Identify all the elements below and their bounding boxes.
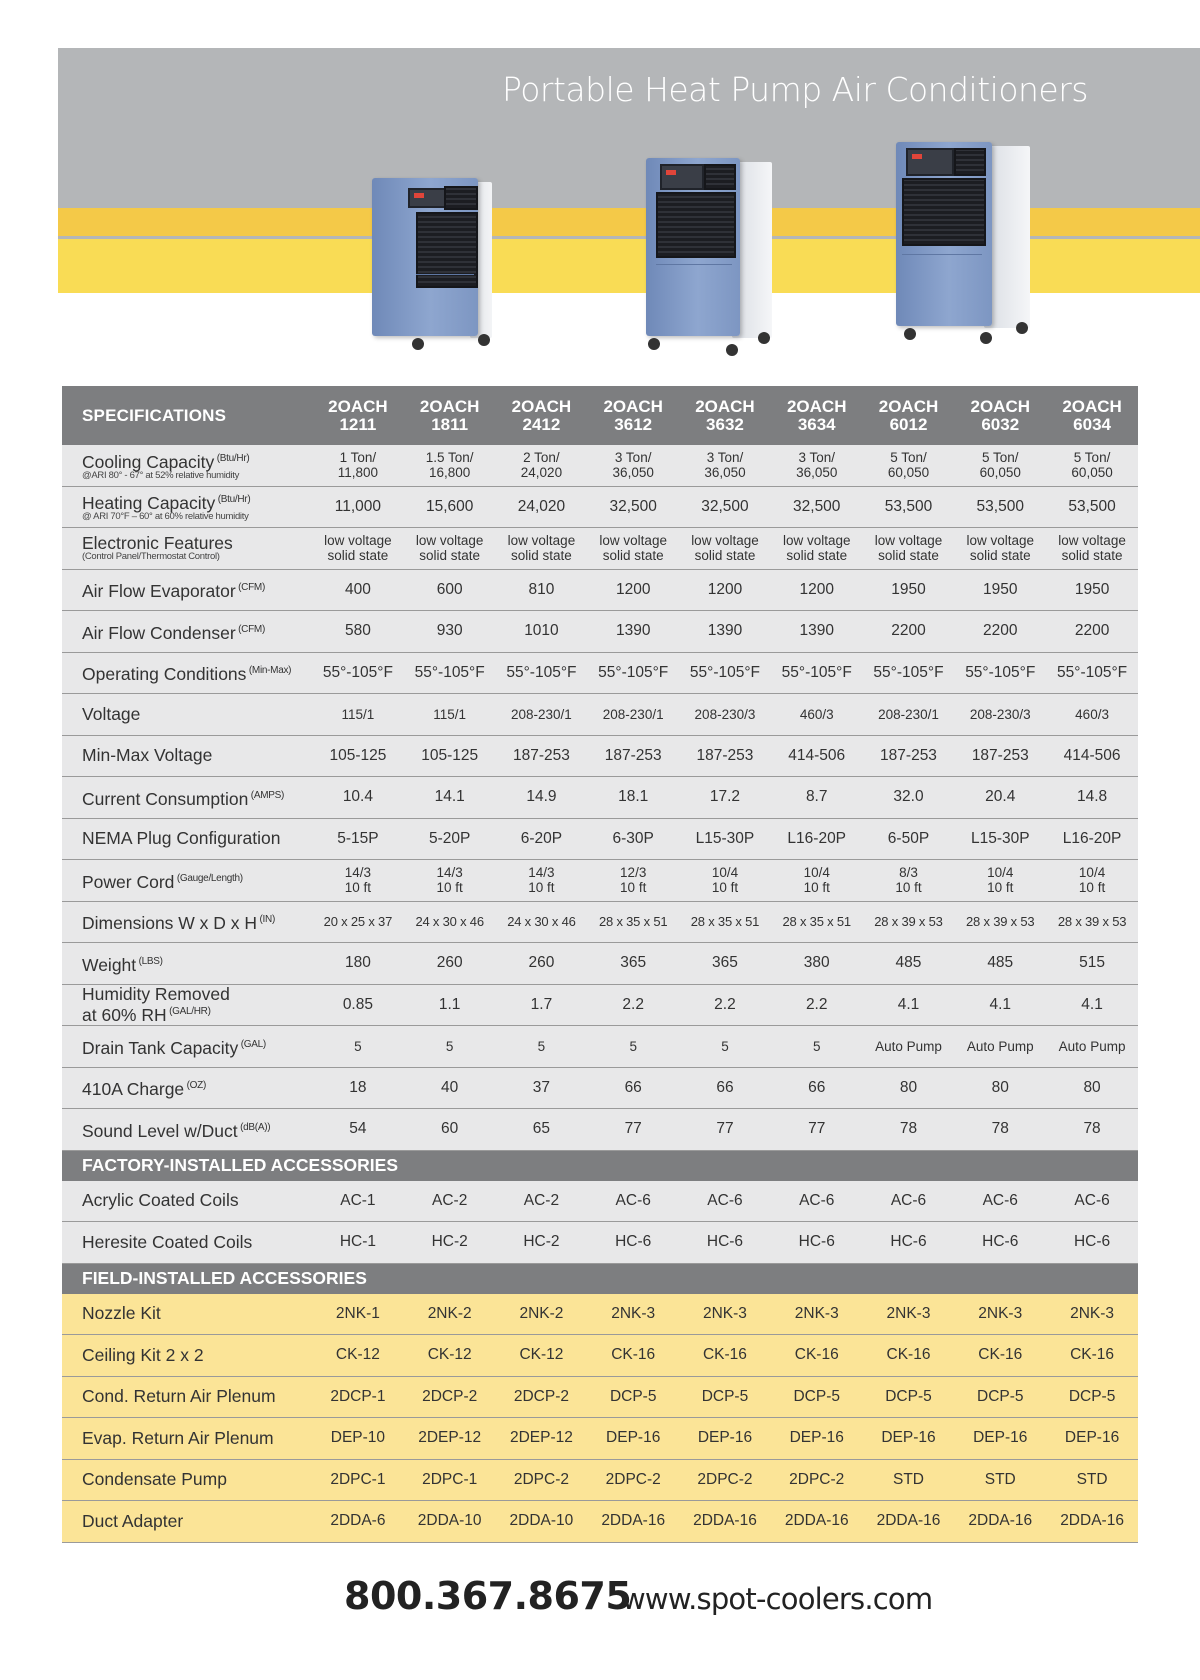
table-cell: 14/3 10 ft [404, 860, 496, 902]
table-cell: 20.4 [954, 777, 1046, 819]
table-cell: 187-253 [587, 735, 679, 777]
table-cell: AC-6 [587, 1181, 679, 1222]
row-label: Min-Max Voltage [62, 735, 312, 777]
table-cell: 260 [496, 943, 588, 985]
table-cell: HC-6 [587, 1222, 679, 1264]
table-cell: 66 [771, 1067, 863, 1109]
table-cell: 2DDA-16 [1046, 1501, 1138, 1543]
table-cell: low voltage solid state [312, 528, 404, 570]
table-cell: 187-253 [954, 735, 1046, 777]
table-cell: 17.2 [679, 777, 771, 819]
table-cell: 5 Ton/ 60,050 [1046, 445, 1138, 486]
table-cell: L15-30P [954, 818, 1046, 860]
table-cell: 2DDA-16 [771, 1501, 863, 1543]
table-cell: low voltage solid state [496, 528, 588, 570]
table-cell: 105-125 [312, 735, 404, 777]
table-cell: 55°-105°F [863, 652, 955, 694]
table-cell: 2DDA-16 [954, 1501, 1046, 1543]
table-cell: 55°-105°F [312, 652, 404, 694]
row-label: Dimensions W x D x H $^{(IN)}$ [62, 901, 312, 943]
table-cell: 28 x 35 x 51 [679, 901, 771, 943]
table-cell: 28 x 35 x 51 [587, 901, 679, 943]
table-cell: DCP-5 [587, 1376, 679, 1418]
row-label: Air Flow Condenser $^{(CFM)}$ [62, 611, 312, 653]
table-cell: 10/4 10 ft [954, 860, 1046, 902]
table-cell: 14.1 [404, 777, 496, 819]
table-cell: CK-12 [404, 1335, 496, 1377]
table-cell: Auto Pump [954, 1026, 1046, 1068]
table-cell: HC-6 [1046, 1222, 1138, 1264]
table-row [62, 1109, 1138, 1151]
table-cell: AC-2 [404, 1181, 496, 1222]
table-row [62, 694, 1138, 736]
table-row [62, 1335, 1138, 1377]
table-cell: 2DEP-12 [496, 1418, 588, 1460]
table-cell: 4.1 [863, 984, 955, 1026]
table-row [62, 1418, 1138, 1460]
table-cell: 208-230/1 [496, 694, 588, 736]
table-cell: 2DPC-2 [771, 1459, 863, 1501]
table-cell: 28 x 35 x 51 [771, 901, 863, 943]
table-cell: 10.4 [312, 777, 404, 819]
table-cell: CK-12 [312, 1335, 404, 1377]
table-cell: low voltage solid state [679, 528, 771, 570]
table-cell: 2NK-3 [587, 1294, 679, 1335]
table-cell: DEP-16 [679, 1418, 771, 1460]
table-cell: 2DPC-1 [312, 1459, 404, 1501]
table-cell: STD [1046, 1459, 1138, 1501]
table-cell: 2NK-3 [954, 1294, 1046, 1335]
table-cell: DCP-5 [954, 1376, 1046, 1418]
table-row [62, 1294, 1138, 1335]
table-cell: 6-50P [863, 818, 955, 860]
table-cell: HC-6 [679, 1222, 771, 1264]
row-label: Electronic Features (Control Panel/Thermostat Control) [62, 528, 312, 570]
table-cell: 55°-105°F [496, 652, 588, 694]
table-cell: 1.1 [404, 984, 496, 1026]
table-cell: low voltage solid state [771, 528, 863, 570]
table-cell: 3 Ton/ 36,050 [587, 445, 679, 486]
table-row [62, 943, 1138, 985]
row-label: Ceiling Kit 2 x 2 [62, 1335, 312, 1377]
portable-ac-unit-large-image [896, 142, 1036, 350]
table-cell: HC-6 [771, 1222, 863, 1264]
table-cell: 4.1 [1046, 984, 1138, 1026]
model-header: 2OACH 6034 [1046, 386, 1138, 445]
table-cell: 28 x 39 x 53 [863, 901, 955, 943]
row-label: Heresite Coated Coils [62, 1222, 312, 1264]
table-cell: 10/4 10 ft [679, 860, 771, 902]
table-cell: 5 [771, 1026, 863, 1068]
table-cell: 180 [312, 943, 404, 985]
table-cell: 208-230/3 [954, 694, 1046, 736]
table-cell: 208-230/1 [863, 694, 955, 736]
table-cell: 55°-105°F [954, 652, 1046, 694]
table-cell: 14/3 10 ft [312, 860, 404, 902]
table-cell: 2DCP-2 [404, 1376, 496, 1418]
portable-ac-unit-medium-image [646, 158, 776, 358]
row-label: Condensate Pump [62, 1459, 312, 1501]
table-cell: 2200 [863, 611, 955, 653]
table-cell: 55°-105°F [771, 652, 863, 694]
table-cell: 77 [771, 1109, 863, 1151]
table-cell: 2.2 [771, 984, 863, 1026]
table-cell: 1.7 [496, 984, 588, 1026]
table-cell: 208-230/3 [679, 694, 771, 736]
row-label: Cond. Return Air Plenum [62, 1376, 312, 1418]
table-cell: low voltage solid state [587, 528, 679, 570]
row-label: 410A Charge $^{(OZ)}$ [62, 1067, 312, 1109]
table-cell: 77 [587, 1109, 679, 1151]
table-cell: 78 [954, 1109, 1046, 1151]
table-cell: DEP-16 [1046, 1418, 1138, 1460]
table-cell: 365 [587, 943, 679, 985]
table-cell: 14.8 [1046, 777, 1138, 819]
table-cell: 53,500 [1046, 486, 1138, 528]
table-cell: 8/3 10 ft [863, 860, 955, 902]
table-cell: DEP-16 [771, 1418, 863, 1460]
table-cell: 485 [954, 943, 1046, 985]
table-cell: 1390 [587, 611, 679, 653]
table-cell: 105-125 [404, 735, 496, 777]
table-row [62, 777, 1138, 819]
table-cell: HC-6 [954, 1222, 1046, 1264]
table-cell: 1950 [1046, 569, 1138, 611]
table-cell: 3 Ton/ 36,050 [771, 445, 863, 486]
model-header: 2OACH 6032 [954, 386, 1046, 445]
table-cell: 54 [312, 1109, 404, 1151]
table-cell: 14/3 10 ft [496, 860, 588, 902]
table-cell: 55°-105°F [679, 652, 771, 694]
table-cell: 2 Ton/ 24,020 [496, 445, 588, 486]
row-label: Operating Conditions $^{(Min-Max)}$ [62, 652, 312, 694]
model-header: 2OACH 2412 [496, 386, 588, 445]
table-cell: 1200 [587, 569, 679, 611]
table-cell: 600 [404, 569, 496, 611]
table-cell: 24 x 30 x 46 [404, 901, 496, 943]
table-cell: 4.1 [954, 984, 1046, 1026]
table-row [62, 1376, 1138, 1418]
table-cell: 24,020 [496, 486, 588, 528]
table-cell: 1010 [496, 611, 588, 653]
table-cell: 80 [863, 1067, 955, 1109]
table-cell: 12/3 10 ft [587, 860, 679, 902]
table-row [62, 1222, 1138, 1264]
table-cell: 1950 [954, 569, 1046, 611]
table-cell: 460/3 [1046, 694, 1138, 736]
table-cell: 400 [312, 569, 404, 611]
table-row [62, 901, 1138, 943]
table-cell: 5 [496, 1026, 588, 1068]
row-label: Sound Level w/Duct $^{(dB(A))}$ [62, 1109, 312, 1151]
table-cell: 2DEP-12 [404, 1418, 496, 1460]
table-cell: 60 [404, 1109, 496, 1151]
table-row [62, 1181, 1138, 1222]
model-header: 2OACH 1811 [404, 386, 496, 445]
table-cell: 1390 [771, 611, 863, 653]
row-label: Evap. Return Air Plenum [62, 1418, 312, 1460]
table-cell: DEP-10 [312, 1418, 404, 1460]
table-cell: 2NK-3 [1046, 1294, 1138, 1335]
table-cell: 53,500 [954, 486, 1046, 528]
table-cell: CK-16 [587, 1335, 679, 1377]
table-cell: low voltage solid state [404, 528, 496, 570]
table-cell: 32.0 [863, 777, 955, 819]
table-cell: CK-16 [863, 1335, 955, 1377]
table-cell: 55°-105°F [404, 652, 496, 694]
row-label: Power Cord $^{(Gauge/Length)}$ [62, 860, 312, 902]
table-cell: 77 [679, 1109, 771, 1151]
table-cell: 10/4 10 ft [1046, 860, 1138, 902]
table-cell: L16-20P [771, 818, 863, 860]
row-label: Acrylic Coated Coils [62, 1181, 312, 1222]
table-cell: 8.7 [771, 777, 863, 819]
phone-number: 800.367.8675 [344, 1574, 632, 1618]
table-cell: 1200 [679, 569, 771, 611]
table-cell: 65 [496, 1109, 588, 1151]
row-label: Drain Tank Capacity $^{(GAL)}$ [62, 1026, 312, 1068]
table-cell: 5 [679, 1026, 771, 1068]
specifications-table [62, 386, 1138, 1543]
portable-ac-unit-small-image [372, 178, 502, 348]
table-cell: 2NK-3 [771, 1294, 863, 1335]
field-accessories-heading-title: FIELD-INSTALLED ACCESSORIES [62, 1263, 1138, 1294]
table-row [62, 1067, 1138, 1109]
model-header: 2OACH 3634 [771, 386, 863, 445]
table-cell: 115/1 [404, 694, 496, 736]
table-cell: 78 [863, 1109, 955, 1151]
table-cell: 55°-105°F [587, 652, 679, 694]
table-cell: 66 [679, 1067, 771, 1109]
table-cell: 460/3 [771, 694, 863, 736]
table-cell: 1390 [679, 611, 771, 653]
table-cell: 2200 [954, 611, 1046, 653]
table-cell: DEP-16 [863, 1418, 955, 1460]
table-cell: 2DCP-1 [312, 1376, 404, 1418]
table-row [62, 652, 1138, 694]
table-cell: STD [863, 1459, 955, 1501]
table-cell: 5 Ton/ 60,050 [863, 445, 955, 486]
table-cell: 15,600 [404, 486, 496, 528]
table-cell: 2200 [1046, 611, 1138, 653]
table-cell: HC-2 [404, 1222, 496, 1264]
table-cell: 2NK-2 [496, 1294, 588, 1335]
table-cell: 2NK-2 [404, 1294, 496, 1335]
table-cell: 14.9 [496, 777, 588, 819]
page-title: Portable Heat Pump Air Conditioners [502, 70, 1088, 109]
table-cell: 32,500 [771, 486, 863, 528]
table-cell: STD [954, 1459, 1046, 1501]
factory-accessories-heading-title: FACTORY-INSTALLED ACCESSORIES [62, 1150, 1138, 1181]
table-cell: 1950 [863, 569, 955, 611]
table-cell: 2NK-3 [863, 1294, 955, 1335]
table-cell: 2DPC-2 [496, 1459, 588, 1501]
row-label: Humidity Removed at 60% RH $^{(GAL/HR)}$ [62, 984, 312, 1026]
table-cell: 208-230/1 [587, 694, 679, 736]
field-accessories-heading [62, 1263, 1138, 1294]
table-header-row [62, 386, 1138, 445]
table-cell: Auto Pump [1046, 1026, 1138, 1068]
table-cell: 3 Ton/ 36,050 [679, 445, 771, 486]
table-cell: 2NK-3 [679, 1294, 771, 1335]
table-cell: 5 [404, 1026, 496, 1068]
table-cell: 2DDA-16 [587, 1501, 679, 1543]
table-cell: 18 [312, 1067, 404, 1109]
row-label: Duct Adapter [62, 1501, 312, 1543]
table-cell: 5-15P [312, 818, 404, 860]
model-header: 2OACH 3632 [679, 386, 771, 445]
table-cell: 187-253 [496, 735, 588, 777]
table-cell: 78 [1046, 1109, 1138, 1151]
table-cell: L15-30P [679, 818, 771, 860]
table-cell: 32,500 [679, 486, 771, 528]
table-cell: 5 [312, 1026, 404, 1068]
table-cell: 414-506 [1046, 735, 1138, 777]
website-url[interactable]: www.spot-coolers.com [622, 1582, 933, 1616]
specifications-heading: SPECIFICATIONS [62, 386, 312, 445]
table-cell: 260 [404, 943, 496, 985]
table-cell: 115/1 [312, 694, 404, 736]
table-cell: CK-16 [771, 1335, 863, 1377]
row-label: Heating Capacity $^{(Btu/Hr)}$ @ ARI 70°F – 60° at 60% relative humidity [62, 486, 312, 528]
table-row [62, 860, 1138, 902]
table-cell: CK-16 [1046, 1335, 1138, 1377]
table-cell: 37 [496, 1067, 588, 1109]
table-cell: HC-1 [312, 1222, 404, 1264]
table-cell: 28 x 39 x 53 [954, 901, 1046, 943]
model-header: 2OACH 3612 [587, 386, 679, 445]
table-cell: 2DDA-6 [312, 1501, 404, 1543]
table-row [62, 984, 1138, 1026]
table-cell: 40 [404, 1067, 496, 1109]
table-cell: 6-30P [587, 818, 679, 860]
table-cell: 810 [496, 569, 588, 611]
table-cell: 515 [1046, 943, 1138, 985]
row-label: Current Consumption $^{(AMPS)}$ [62, 777, 312, 819]
table-cell: 580 [312, 611, 404, 653]
table-cell: CK-12 [496, 1335, 588, 1377]
table-cell: 32,500 [587, 486, 679, 528]
table-cell: CK-16 [679, 1335, 771, 1377]
table-row [62, 611, 1138, 653]
row-label: Cooling Capacity $^{(Btu/Hr)}$ @ARI 80° - 67° at 52% relative humidity [62, 445, 312, 486]
table-cell: CK-16 [954, 1335, 1046, 1377]
table-row [62, 818, 1138, 860]
table-cell: 11,000 [312, 486, 404, 528]
table-cell: low voltage solid state [1046, 528, 1138, 570]
table-cell: 10/4 10 ft [771, 860, 863, 902]
table-cell: AC-6 [954, 1181, 1046, 1222]
table-cell: 485 [863, 943, 955, 985]
row-label: Weight $^{(LBS)}$ [62, 943, 312, 985]
table-cell: 5 [587, 1026, 679, 1068]
table-cell: 1.5 Ton/ 16,800 [404, 445, 496, 486]
table-cell: 5-20P [404, 818, 496, 860]
table-cell: 2DPC-2 [587, 1459, 679, 1501]
table-cell: 28 x 39 x 53 [1046, 901, 1138, 943]
table-cell: DCP-5 [771, 1376, 863, 1418]
table-cell: 2DDA-16 [863, 1501, 955, 1543]
table-cell: Auto Pump [863, 1026, 955, 1068]
table-row [62, 445, 1138, 486]
table-cell: L16-20P [1046, 818, 1138, 860]
table-cell: AC-2 [496, 1181, 588, 1222]
table-cell: low voltage solid state [954, 528, 1046, 570]
table-cell: DCP-5 [863, 1376, 955, 1418]
table-cell: 187-253 [863, 735, 955, 777]
row-label: Air Flow Evaporator $^{(CFM)}$ [62, 569, 312, 611]
table-cell: 2DCP-2 [496, 1376, 588, 1418]
table-cell: DEP-16 [954, 1418, 1046, 1460]
table-row [62, 1026, 1138, 1068]
table-cell: 187-253 [679, 735, 771, 777]
table-row [62, 1501, 1138, 1543]
table-cell: 24 x 30 x 46 [496, 901, 588, 943]
table-cell: AC-6 [863, 1181, 955, 1222]
table-cell: HC-6 [863, 1222, 955, 1264]
table-cell: 2NK-1 [312, 1294, 404, 1335]
model-header: 2OACH 1211 [312, 386, 404, 445]
table-cell: 66 [587, 1067, 679, 1109]
table-row [62, 486, 1138, 528]
table-cell: AC-6 [1046, 1181, 1138, 1222]
row-label: Nozzle Kit [62, 1294, 312, 1335]
table-cell: 55°-105°F [1046, 652, 1138, 694]
table-cell: 2DDA-10 [404, 1501, 496, 1543]
table-cell: 2DDA-10 [496, 1501, 588, 1543]
table-cell: DCP-5 [679, 1376, 771, 1418]
table-row [62, 1459, 1138, 1501]
table-cell: 6-20P [496, 818, 588, 860]
table-cell: 380 [771, 943, 863, 985]
table-cell: DCP-5 [1046, 1376, 1138, 1418]
table-cell: 18.1 [587, 777, 679, 819]
table-cell: 80 [1046, 1067, 1138, 1109]
table-cell: 2.2 [679, 984, 771, 1026]
table-cell: 2DDA-16 [679, 1501, 771, 1543]
table-cell: 2DPC-2 [679, 1459, 771, 1501]
factory-accessories-heading [62, 1150, 1138, 1181]
table-cell: AC-6 [679, 1181, 771, 1222]
table-cell: 1200 [771, 569, 863, 611]
table-cell: AC-1 [312, 1181, 404, 1222]
model-header: 2OACH 6012 [863, 386, 955, 445]
table-cell: DEP-16 [587, 1418, 679, 1460]
table-cell: 930 [404, 611, 496, 653]
table-row [62, 735, 1138, 777]
table-cell: 53,500 [863, 486, 955, 528]
table-cell: 414-506 [771, 735, 863, 777]
table-cell: 2DPC-1 [404, 1459, 496, 1501]
table-row [62, 528, 1138, 570]
table-cell: 2.2 [587, 984, 679, 1026]
table-cell: HC-2 [496, 1222, 588, 1264]
table-row [62, 569, 1138, 611]
table-cell: 5 Ton/ 60,050 [954, 445, 1046, 486]
row-label: Voltage [62, 694, 312, 736]
table-cell: 365 [679, 943, 771, 985]
table-cell: 1 Ton/ 11,800 [312, 445, 404, 486]
table-cell: 80 [954, 1067, 1046, 1109]
table-cell: 20 x 25 x 37 [312, 901, 404, 943]
table-cell: low voltage solid state [863, 528, 955, 570]
table-cell: 0.85 [312, 984, 404, 1026]
table-cell: AC-6 [771, 1181, 863, 1222]
row-label: NEMA Plug Configuration [62, 818, 312, 860]
